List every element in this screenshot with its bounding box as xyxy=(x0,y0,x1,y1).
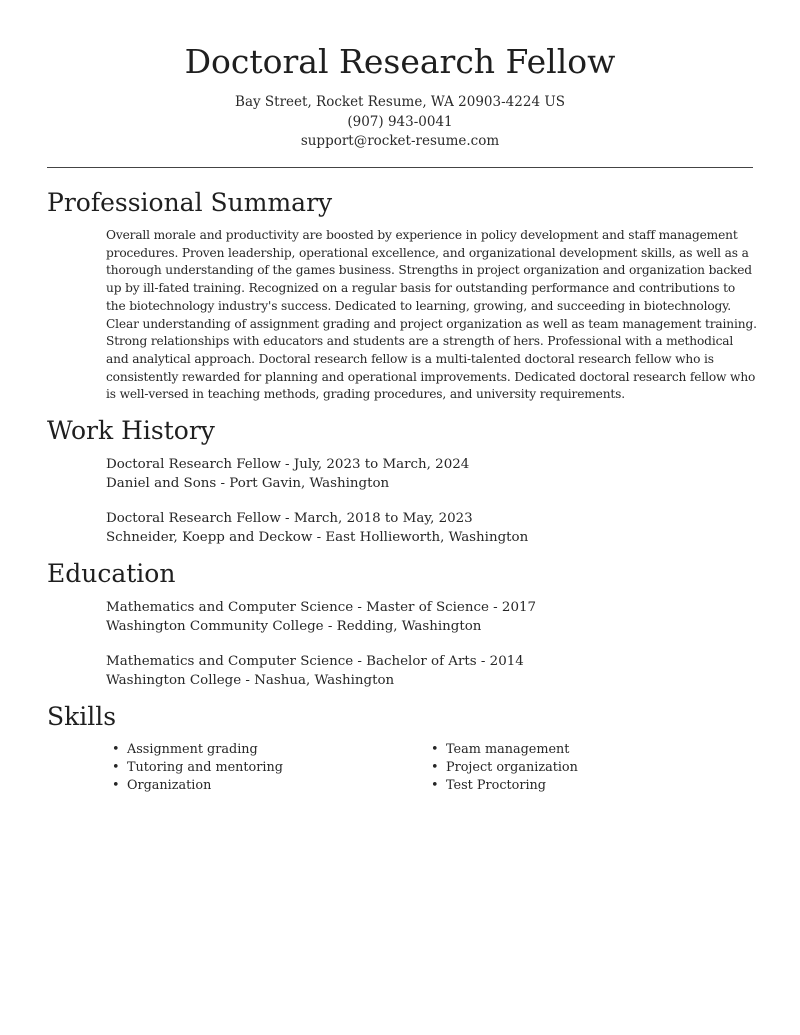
header-divider xyxy=(47,167,753,168)
education-entry-degree: Mathematics and Computer Science - Master of Science - 2017 xyxy=(106,600,537,615)
work-entry xyxy=(106,455,469,493)
skill-item xyxy=(425,777,578,795)
skill-label: Test Proctoring xyxy=(446,777,546,793)
skill-label: Project organization xyxy=(446,759,578,775)
contact-info xyxy=(0,93,800,152)
bullet-icon: • xyxy=(431,759,439,775)
work-entry-title: Doctoral Research Fellow - July, 2023 to March, 2024 xyxy=(106,457,470,472)
skills-list-right xyxy=(425,741,578,794)
email-text: support@rocket-resume.com xyxy=(300,133,500,149)
section-title-work-history: Work History xyxy=(47,416,215,445)
bullet-icon: • xyxy=(112,777,120,793)
skill-item xyxy=(425,741,578,759)
section-title-skills: Skills xyxy=(47,702,117,731)
education-entry-school: Washington College - Nashua, Washington xyxy=(106,673,395,688)
work-entry-title: Doctoral Research Fellow - March, 2018 to May, 2023 xyxy=(106,511,473,526)
work-entry-company: Schneider, Koepp and Deckow - East Hollieworth, Washington xyxy=(106,530,529,545)
education-entry-degree: Mathematics and Computer Science - Bachelor of Arts - 2014 xyxy=(106,654,524,669)
skill-item xyxy=(106,741,283,759)
skill-item xyxy=(106,759,283,777)
education-entry-school: Washington Community College - Redding, Washington xyxy=(106,619,482,634)
section-title-education: Education xyxy=(47,559,176,588)
skill-label: Assignment grading xyxy=(127,742,258,757)
skill-label: Tutoring and mentoring xyxy=(127,759,283,775)
work-entry-company: Daniel and Sons - Port Gavin, Washington xyxy=(106,476,390,491)
bullet-icon: • xyxy=(431,777,439,793)
bullet-icon: • xyxy=(431,742,439,757)
education-entry xyxy=(106,598,536,636)
skill-label: Organization xyxy=(127,777,212,793)
address-text: Bay Street, Rocket Resume, WA 20903-4224 US xyxy=(235,94,565,110)
bullet-icon: • xyxy=(112,742,120,757)
education-entry xyxy=(106,652,524,690)
skill-label: Team management xyxy=(446,742,570,757)
phone-text: (907) 943-0041 xyxy=(347,113,453,130)
resume-name: Doctoral Research Fellow xyxy=(184,42,616,81)
summary-text: Overall morale and productivity are boosted by experience in policy development and staff management procedures. Proven leadership, operational excellence, and organizational development skills, as well as a thorough understanding of the games business. Strengths in project organization and organization backed up by ill-fated training. Recognized on a regular basis for outstanding performance and contributions to the biotechnology industry's success. Dedicated to learning, growing, and succeeding in biotechnology. Clear understanding of assignment grading and project organization as well as team management training. Strong relationships with educators and students are a strength of hers. Professional with a methodical and analytical approach. Doctoral research fellow is a multi-talented doctoral research fellow who is consistently rewarded for planning and operational improvements. Dedicated doctoral research fellow who is well-versed in teaching methods, grading procedures, and university requirements. xyxy=(106,228,757,402)
work-entry xyxy=(106,509,528,547)
bullet-icon: • xyxy=(112,759,120,775)
skills-list-left xyxy=(106,741,283,794)
section-title-summary: Professional Summary xyxy=(47,188,333,217)
skill-item xyxy=(106,777,283,795)
skill-item xyxy=(425,759,578,777)
